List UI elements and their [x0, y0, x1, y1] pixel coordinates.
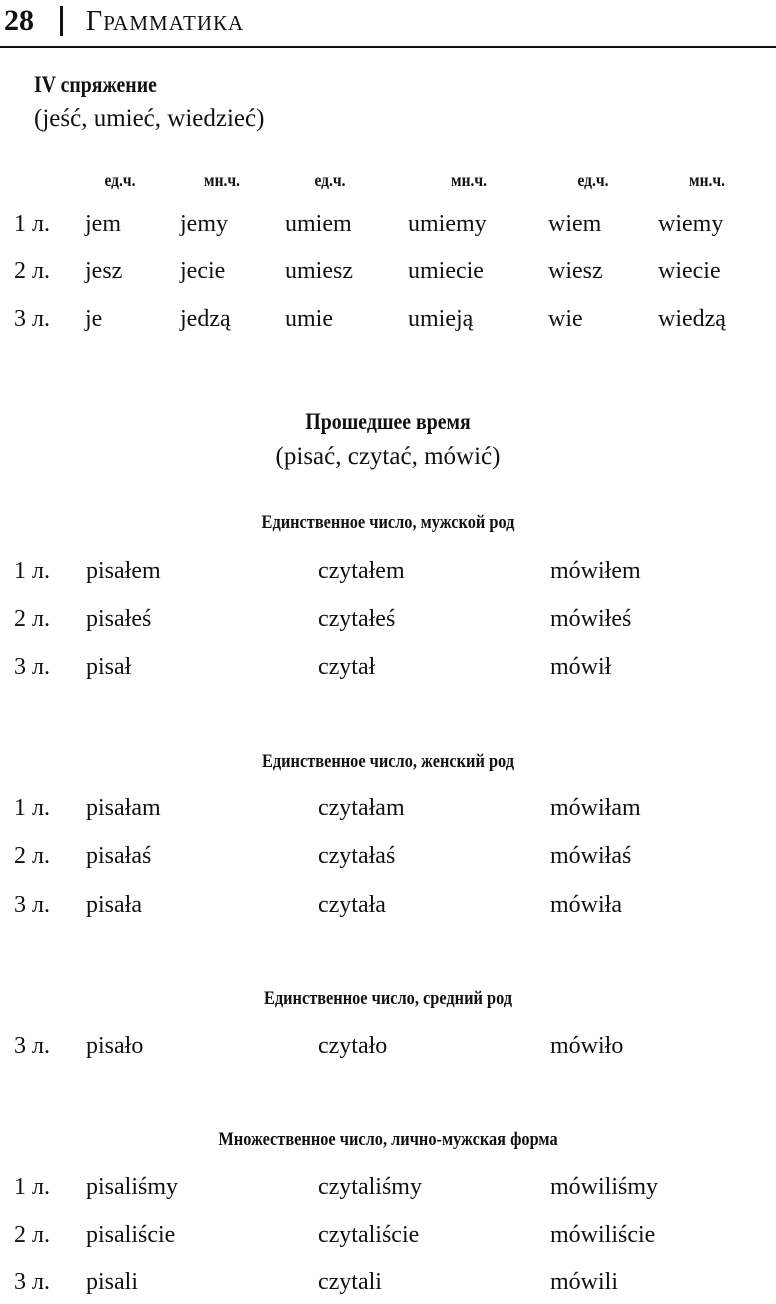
verb-form: umie [285, 306, 333, 332]
verb-form: jemy [180, 211, 228, 237]
past-tense-verbs: (pisać, czytać, mówić) [275, 443, 501, 470]
verb-form: umiesz [285, 258, 353, 284]
person-label: 2 л. [14, 258, 50, 284]
verb-form: jesz [85, 258, 123, 284]
verb-form: umiem [285, 211, 352, 237]
group-heading: Единственное число, средний род [263, 988, 513, 1009]
running-header [86, 8, 244, 36]
person-label: 2 л. [14, 1222, 50, 1248]
verb-form: mówiłaś [550, 843, 632, 869]
verb-form: jecie [180, 258, 226, 284]
person-label: 2 л. [14, 843, 50, 869]
verb-form: czytali [318, 1269, 382, 1295]
verb-form: czytałem [318, 558, 405, 584]
conjugation-verbs: (jeść, umieć, wiedzieć) [34, 105, 265, 132]
verb-form: czytaliśmy [318, 1174, 422, 1200]
verb-form: pisałaś [86, 843, 152, 869]
group-heading: Единственное число, мужской род [261, 512, 515, 533]
verb-form: czytało [318, 1033, 388, 1059]
verb-form: czytałeś [318, 606, 396, 632]
person-label: 2 л. [14, 606, 50, 632]
verb-form: czytał [318, 654, 376, 680]
person-label: 3 л. [14, 654, 50, 680]
person-label: 1 л. [14, 211, 50, 237]
person-label: 1 л. [14, 558, 50, 584]
verb-form: umiecie [408, 258, 484, 284]
verb-form: czytaliście [318, 1222, 420, 1248]
group-heading: Множественное число, лично-мужская форма [218, 1129, 558, 1150]
verb-form: mówił [550, 654, 612, 680]
header-separator [60, 6, 63, 36]
column-header: ед.ч. [314, 170, 346, 190]
verb-form: wiecie [658, 258, 721, 284]
verb-form: jem [85, 211, 121, 237]
verb-form: pisali [86, 1269, 138, 1295]
verb-form: pisał [86, 654, 132, 680]
conjugation-title: IV спряжение [34, 72, 157, 97]
verb-form: pisaliście [86, 1222, 176, 1248]
verb-form: pisałam [86, 795, 161, 821]
verb-form: mówiłem [550, 558, 641, 584]
verb-form: pisaliśmy [86, 1174, 179, 1200]
person-label: 1 л. [14, 795, 50, 821]
column-header: мн.ч. [204, 170, 240, 190]
verb-form: mówiłeś [550, 606, 632, 632]
person-label: 3 л. [14, 1269, 50, 1295]
verb-form: czytałaś [318, 843, 396, 869]
column-header: мн.ч. [689, 170, 725, 190]
past-tense-title: Прошедшее время [305, 409, 471, 434]
person-label: 3 л. [14, 1033, 50, 1059]
column-header: мн.ч. [451, 170, 487, 190]
person-label: 1 л. [14, 1174, 50, 1200]
verb-form: mówiło [550, 1033, 624, 1059]
verb-form: mówiliśmy [550, 1174, 659, 1200]
verb-form: wiesz [548, 258, 603, 284]
verb-form: czytałam [318, 795, 405, 821]
verb-form: wiemy [658, 211, 724, 237]
person-label: 3 л. [14, 306, 50, 332]
verb-form: mówili [550, 1269, 619, 1295]
verb-form: pisałeś [86, 606, 152, 632]
verb-form: pisało [86, 1033, 144, 1059]
verb-form: pisała [86, 892, 142, 918]
verb-form: mówiłam [550, 795, 641, 821]
running-header-rest: РАММАТИКА [103, 11, 245, 35]
verb-form: mówiliście [550, 1222, 656, 1248]
verb-form: umieją [408, 306, 474, 332]
person-label: 3 л. [14, 892, 50, 918]
column-header: ед.ч. [577, 170, 609, 190]
verb-form: mówiła [550, 892, 622, 918]
running-header-initial: Г [86, 6, 104, 37]
verb-form: wie [548, 306, 583, 332]
header-rule [0, 46, 776, 48]
group-heading: Единственное число, женский род [261, 751, 515, 772]
verb-form: wiem [548, 211, 602, 237]
verb-form: wiedzą [658, 306, 726, 332]
verb-form: czytała [318, 892, 386, 918]
verb-form: jedzą [180, 306, 231, 332]
verb-form: umiemy [408, 211, 487, 237]
page-number: 28 [4, 4, 34, 37]
verb-form: je [85, 306, 103, 332]
verb-form: pisałem [86, 558, 161, 584]
column-header: ед.ч. [104, 170, 136, 190]
